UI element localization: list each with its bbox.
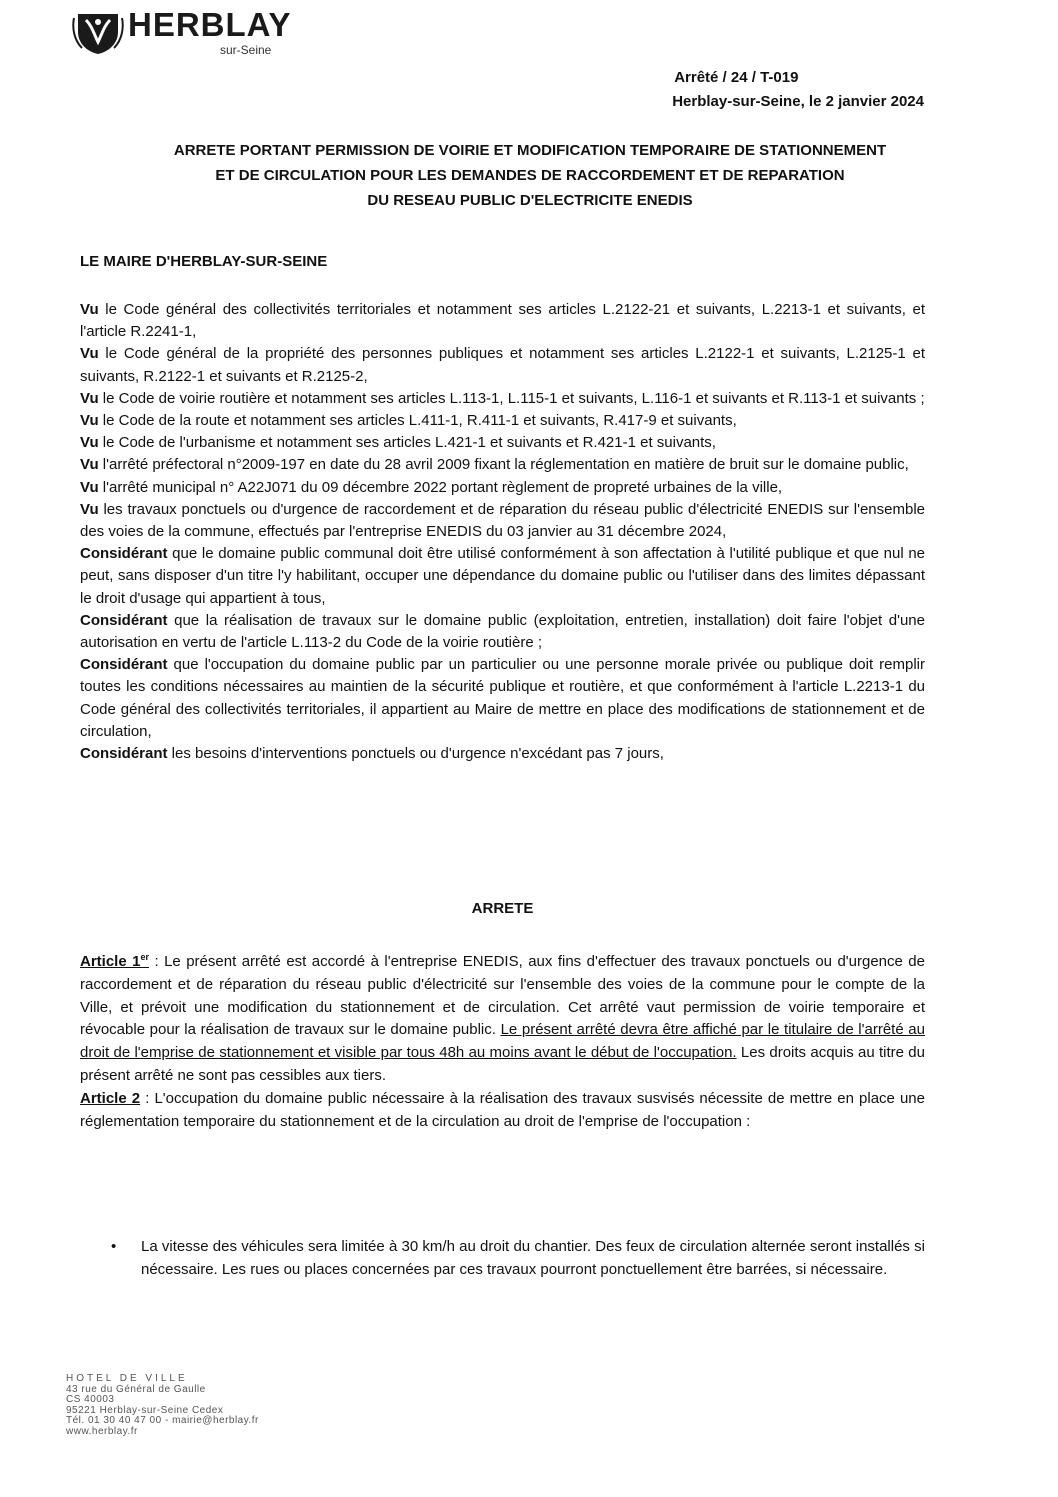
- place-date: Herblay-sur-Seine, le 2 janvier 2024: [672, 93, 924, 110]
- visa-keyword: Vu: [80, 345, 99, 363]
- visa-keyword: Vu: [80, 389, 99, 407]
- visa-item: [80, 410, 925, 432]
- considerant-item: [80, 610, 925, 654]
- footer-line: Tél. 01 30 40 47 00 - mairie@herblay.fr: [66, 1415, 259, 1427]
- bullet-text: La vitesse des véhicules sera limitée à 30 km/h au droit du chantier. Des feux de circulation alternée seront installés si nécessaire. Les rues ou places concernées par ces travaux pourront ponctuellement être barrées, si nécessaire.: [141, 1238, 925, 1278]
- visa-item: [80, 454, 925, 476]
- footer-line: 43 rue du Général de Gaulle: [66, 1383, 206, 1395]
- article-2-text: L'occupation du domaine public nécessaire à la réalisation des travaux susvisés nécessite de mettre en place une réglementation temporaire du stationnement et de la circulation au droit de l'emprise de l'occupation :: [80, 1089, 925, 1130]
- considerant-keyword: Considérant: [80, 611, 168, 629]
- visa-item: [80, 432, 925, 454]
- article-1-underlined-text: Le présent arrêté devra être affiché par le titulaire de l'arrêté au droit de l'emprise de stationnement et visible par tous 48h au moins avant le début de l'occupation.: [80, 1021, 925, 1062]
- reference-block: [672, 66, 924, 114]
- bullet-item: [111, 1236, 925, 1282]
- visa-keyword: Vu: [80, 434, 99, 452]
- article-2: Article 2 : L'occupation du domaine public nécessaire à la réalisation des travaux susvisés nécessite de mettre en place une réglementation temporaire du stationnement et de la circulation au droit de l'emprise de l'occupation :: [80, 1089, 925, 1130]
- visa-text: l'arrêté municipal n° A22J071 du 09 décembre 2022 portant règlement de propreté urbaines de la ville,: [98, 478, 783, 496]
- visa-keyword: Vu: [80, 478, 99, 496]
- visa-item: [80, 299, 925, 343]
- article-1: Article 1er : Le présent arrêté est accordé à l'entreprise ENEDIS, aux fins d'effectuer des travaux ponctuels ou d'urgence de raccordement et de réparation du réseau public d'électricité sur l'ensemble des voies de la commune pour le compte de la Ville, et prévoit une modification du stationnement et de circulation. Cet arrêté vaut permission de voirie temporaire et révocable pour la réalisation de travaux sur le domaine public. Le présent arrêté devra être affiché par le titulaire de l'arrêté au droit de l'emprise de stationnement et visible par tous 48h au moins avant le début de l'occupation. Les droits acquis au titre du présent arrêté ne sont pas cessibles aux tiers.: [80, 952, 925, 1084]
- visa-keyword: Vu: [80, 301, 99, 318]
- considerant-keyword: Considérant: [80, 745, 168, 763]
- visa-text: le Code général des collectivités territoriales et notamment ses articles L.2122-21 et suivants, L.2213-1 et suivants, et l'article R.2241-1,: [80, 301, 925, 341]
- considerant-text: les besoins d'interventions ponctuels ou d'urgence n'excédant pas 7 jours,: [167, 745, 664, 763]
- maire-heading: LE MAIRE D'HERBLAY-SUR-SEINE: [80, 253, 328, 270]
- considerant-text: que la réalisation de travaux sur le domaine public (exploitation, entretien, installation) doit faire l'objet d'une autorisation en vertu de l'article L.113-2 du Code de la voirie routière ;: [80, 611, 925, 652]
- considerant-text: que l'occupation du domaine public par un particulier ou une personne morale privée ou publique doit remplir toutes les conditions nécessaires au maintien de la sécurité publique et routière, et que conformément à l'article L.2213-1 du Code général des collectivités territoriales, il appartient au Maire de mettre en place des modifications de stationnement et de circulation,: [80, 656, 925, 740]
- footer-address: [66, 1374, 259, 1438]
- footer-line: 95221 Herblay-sur-Seine Cedex: [66, 1404, 224, 1416]
- visa-keyword: Vu: [80, 456, 99, 474]
- arrete-heading: ARRETE: [471, 900, 534, 917]
- article-1-text-end: Les droits acquis au titre du présent arrêté ne sont pas cessibles aux tiers.: [80, 1044, 925, 1084]
- visa-keyword: Vu: [80, 412, 99, 430]
- visa-keyword: Vu: [80, 500, 99, 518]
- visa-text: le Code de l'urbanisme et notamment ses articles L.421-1 et suivants et R.421-1 et suivants,: [98, 434, 716, 452]
- considerant-item: [80, 743, 925, 765]
- logo-subtitle: sur-Seine: [220, 43, 272, 57]
- document-title: [80, 138, 980, 213]
- articles-section: [80, 946, 925, 1133]
- considerant-item: [80, 543, 925, 610]
- visa-text: le Code de voirie routière et notamment ses articles L.113-1, L.115-1 et suivants, L.116-1 et suivants et R.113-1 et suivants ;: [98, 389, 925, 407]
- article-1-label: Article 1er: [80, 952, 149, 970]
- visas-section: [80, 299, 925, 765]
- arrete-reference: Arrêté / 24 / T-019: [674, 69, 799, 86]
- visa-text: les travaux ponctuels ou d'urgence de raccordement et de réparation du réseau public d'électricité ENEDIS sur l'ensemble des voies de la commune, effectués par l'entreprise ENEDIS du 03 janvier au 31 décembre 2024,: [80, 500, 925, 541]
- visa-text: le Code général de la propriété des personnes publiques et notamment ses articles L.2122-1 et suivants, L.2125-1 et suivants, R.2122-1 et suivants et R.2125-2,: [80, 345, 925, 385]
- considerant-text: que le domaine public communal doit être utilisé conformément à son affectation à l'utilité publique et que nul ne peut, sans disposer d'un titre l'y habilitant, occuper une dépendance du domaine public ou l'utiliser dans des limites dépassant le droit d'usage qui appartient à tous,: [80, 545, 925, 607]
- considerant-item: [80, 654, 925, 743]
- visa-item: [80, 388, 925, 410]
- visa-text: l'arrêté préfectoral n°2009-197 en date du 28 avril 2009 fixant la réglementation en matière de bruit sur le domaine public,: [98, 456, 909, 474]
- considerant-keyword: Considérant: [80, 656, 168, 674]
- visa-item: [80, 477, 925, 499]
- title-line: ARRETE PORTANT PERMISSION DE VOIRIE ET MODIFICATION TEMPORAIRE DE STATIONNEMENT: [173, 142, 887, 159]
- title-line: ET DE CIRCULATION POUR LES DEMANDES DE RACCORDEMENT ET DE REPARATION: [215, 167, 845, 184]
- visa-item: [80, 343, 925, 387]
- visa-item: [80, 499, 925, 543]
- footer-line: CS 40003: [66, 1394, 115, 1406]
- bullet-icon: •: [111, 1238, 117, 1255]
- title-line: DU RESEAU PUBLIC D'ELECTRICITE ENEDIS: [367, 192, 693, 209]
- footer-line: HOTEL DE VILLE: [66, 1373, 188, 1384]
- city-emblem-icon: [72, 8, 124, 56]
- article-2-label: Article 2: [80, 1089, 141, 1107]
- logo-name: HERBLAY: [128, 6, 292, 43]
- herblay-logo: [72, 6, 302, 58]
- considerant-keyword: Considérant: [80, 545, 168, 563]
- visa-text: le Code de la route et notamment ses articles L.411-1, R.411-1 et suivants, R.417-9 et suivants,: [98, 412, 737, 430]
- footer-line: www.herblay.fr: [66, 1425, 138, 1437]
- article-1-text: Le présent arrêté est accordé à l'entreprise ENEDIS, aux fins d'effectuer des travaux ponctuels ou d'urgence de raccordement et de réparation du réseau public d'électricité sur l'ensemble des voies de la commune pour le compte de la Ville, et prévoit une modification du stationnement et de circulation. Cet arrêté vaut permission de voirie temporaire et révocable pour la réalisation de travaux sur le domaine public.: [80, 953, 925, 1039]
